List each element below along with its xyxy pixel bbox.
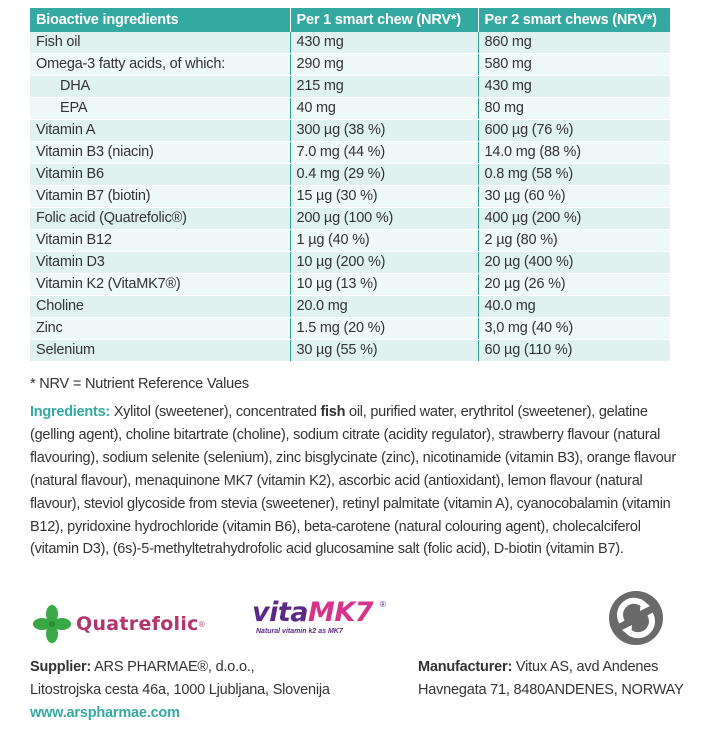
table-row xyxy=(30,296,670,318)
nrv-footnote: * NRV = Nutrient Reference Values xyxy=(30,376,249,392)
amount-per-1: 430 mg xyxy=(290,32,478,54)
amount-per-1: 7.0 mg (44 %) xyxy=(290,142,478,164)
table-row xyxy=(30,54,670,76)
amount-per-1: 30 µg (55 %) xyxy=(290,340,478,362)
amount-per-1: 20.0 mg xyxy=(290,296,478,318)
manufacturer-line-1 xyxy=(418,656,708,679)
amount-per-2: 2 µg (80 %) xyxy=(478,230,670,252)
ingredient-name: Folic acid (Quatrefolic®) xyxy=(30,208,290,230)
ingredient-name: Vitamin B3 (niacin) xyxy=(30,142,290,164)
manufacturer-address: Havnegata 71, 8480ANDENES, NORWAY xyxy=(418,682,684,698)
vitamk7-wordmark-mk7: MK7 xyxy=(307,597,374,628)
amount-per-2: 14.0 mg (88 %) xyxy=(478,142,670,164)
supplier-name: ARS PHARMAE®, d.o.o., xyxy=(91,659,255,675)
quatrefolic-logo xyxy=(32,602,205,646)
amount-per-1: 300 µg (38 %) xyxy=(290,120,478,142)
amount-per-2: 860 mg xyxy=(478,32,670,54)
amount-per-2: 3,0 mg (40 %) xyxy=(478,318,670,340)
allergen-fish: fish xyxy=(320,404,346,420)
table-row xyxy=(30,340,670,362)
header-per-1-chew: Per 1 smart chew (NRV*) xyxy=(290,8,478,32)
table-row xyxy=(30,274,670,296)
amount-per-1: 1.5 mg (20 %) xyxy=(290,318,478,340)
supplier-address: Litostrojska cesta 46a, 1000 Ljubljana, Slovenija xyxy=(30,682,330,698)
vitamk7-registered-mark: ® xyxy=(380,600,386,609)
table-row xyxy=(30,164,670,186)
table-row xyxy=(30,208,670,230)
table-row xyxy=(30,318,670,340)
ingredient-name: Selenium xyxy=(30,340,290,362)
manufacturer-label: Manufacturer: xyxy=(418,659,513,675)
table-row xyxy=(30,252,670,274)
amount-per-1: 215 mg xyxy=(290,76,478,98)
table-row xyxy=(30,98,670,120)
amount-per-1: 40 mg xyxy=(290,98,478,120)
four-leaf-clover-icon xyxy=(32,604,72,644)
table-row xyxy=(30,76,670,98)
amount-per-2: 430 mg xyxy=(478,76,670,98)
quatrefolic-registered-mark: ® xyxy=(198,619,205,629)
header-per-2-chews: Per 2 smart chews (NRV*) xyxy=(478,8,670,32)
supplier-label: Supplier: xyxy=(30,659,92,675)
ingredient-name: Fish oil xyxy=(30,32,290,54)
quatrefolic-wordmark: Quatrefolic xyxy=(76,613,199,635)
ingredient-name: Vitamin B12 xyxy=(30,230,290,252)
vitamk7-logo xyxy=(252,598,402,644)
ingredient-name: Vitamin B7 (biotin) xyxy=(30,186,290,208)
table-row xyxy=(30,32,670,54)
table-header-row xyxy=(30,8,670,32)
ingredients-text-start: Xylitol (sweetener), concentrated xyxy=(109,404,321,420)
amount-per-2: 20 µg (400 %) xyxy=(478,252,670,274)
amount-per-2: 0.8 mg (58 %) xyxy=(478,164,670,186)
ingredients-label: Ingredients: xyxy=(30,404,110,420)
amount-per-1: 10 µg (200 %) xyxy=(290,252,478,274)
vitamk7-tagline: Natural vitamin k2 as MK7 xyxy=(256,628,343,635)
supplier-block xyxy=(30,656,390,725)
amount-per-1: 200 µg (100 %) xyxy=(290,208,478,230)
table-row xyxy=(30,186,670,208)
amount-per-1: 0.4 mg (29 %) xyxy=(290,164,478,186)
ingredient-name: DHA xyxy=(30,76,290,98)
amount-per-2: 30 µg (60 %) xyxy=(478,186,670,208)
amount-per-2: 400 µg (200 %) xyxy=(478,208,670,230)
amount-per-2: 40.0 mg xyxy=(478,296,670,318)
ingredient-name: Vitamin A xyxy=(30,120,290,142)
amount-per-2: 80 mg xyxy=(478,98,670,120)
amount-per-1: 1 µg (40 %) xyxy=(290,230,478,252)
amount-per-1: 10 µg (13 %) xyxy=(290,274,478,296)
ingredient-name: Vitamin D3 xyxy=(30,252,290,274)
amount-per-2: 20 µg (26 %) xyxy=(478,274,670,296)
amount-per-2: 60 µg (110 %) xyxy=(478,340,670,362)
ingredient-name: Zinc xyxy=(30,318,290,340)
manufacturer-name: Vitux AS, avd Andenes xyxy=(512,659,659,675)
green-dot-recycling-icon xyxy=(608,590,664,646)
amount-per-1: 290 mg xyxy=(290,54,478,76)
manufacturer-block xyxy=(418,656,708,702)
supplier-website-link[interactable]: www.arspharmae.com xyxy=(30,705,180,721)
vitamk7-wordmark-vita: vita xyxy=(252,597,308,628)
amount-per-2: 600 µg (76 %) xyxy=(478,120,670,142)
ingredient-name: Omega-3 fatty acids, of which: xyxy=(30,54,290,76)
supplier-line-1 xyxy=(30,656,390,679)
ingredient-name: Choline xyxy=(30,296,290,318)
amount-per-2: 580 mg xyxy=(478,54,670,76)
amount-per-1: 15 µg (30 %) xyxy=(290,186,478,208)
header-ingredient: Bioactive ingredients xyxy=(30,8,290,32)
nutrition-table xyxy=(30,8,670,362)
table-row xyxy=(30,142,670,164)
ingredient-name: EPA xyxy=(30,98,290,120)
ingredient-name: Vitamin K2 (VitaMK7®) xyxy=(30,274,290,296)
ingredients-text-rest: oil, purified water, erythritol (sweetener), gelatine (gelling agent), choline bitartrate (choline), sodium citrate (acidity regulator), strawberry flavour (natural flavouring), sodium selenite (selenium), zinc bisglycinate (zinc), nicotinamide (vitamin B3), orange flavour (natural flavour), menaquinone MK7 (vitamin K2), ascorbic acid (antioxidant), lemon flavour (natural flavour), steviol glycoside from stevia (sweetener), retinyl palmitate (vitamin A), cyanocobalamin (vitamin B12), pyridoxine hydrochloride (vitamin B6), beta-carotene (natural colouring agent), cholecalciferol (vitamin D3), (6s)-5-methyltetrahydrofolic acid glucosamine salt (folic acid), D-biotin (vitamin B7). xyxy=(30,404,676,558)
ingredient-name: Vitamin B6 xyxy=(30,164,290,186)
table-row xyxy=(30,230,670,252)
table-row xyxy=(30,120,670,142)
ingredients-paragraph xyxy=(30,401,680,561)
